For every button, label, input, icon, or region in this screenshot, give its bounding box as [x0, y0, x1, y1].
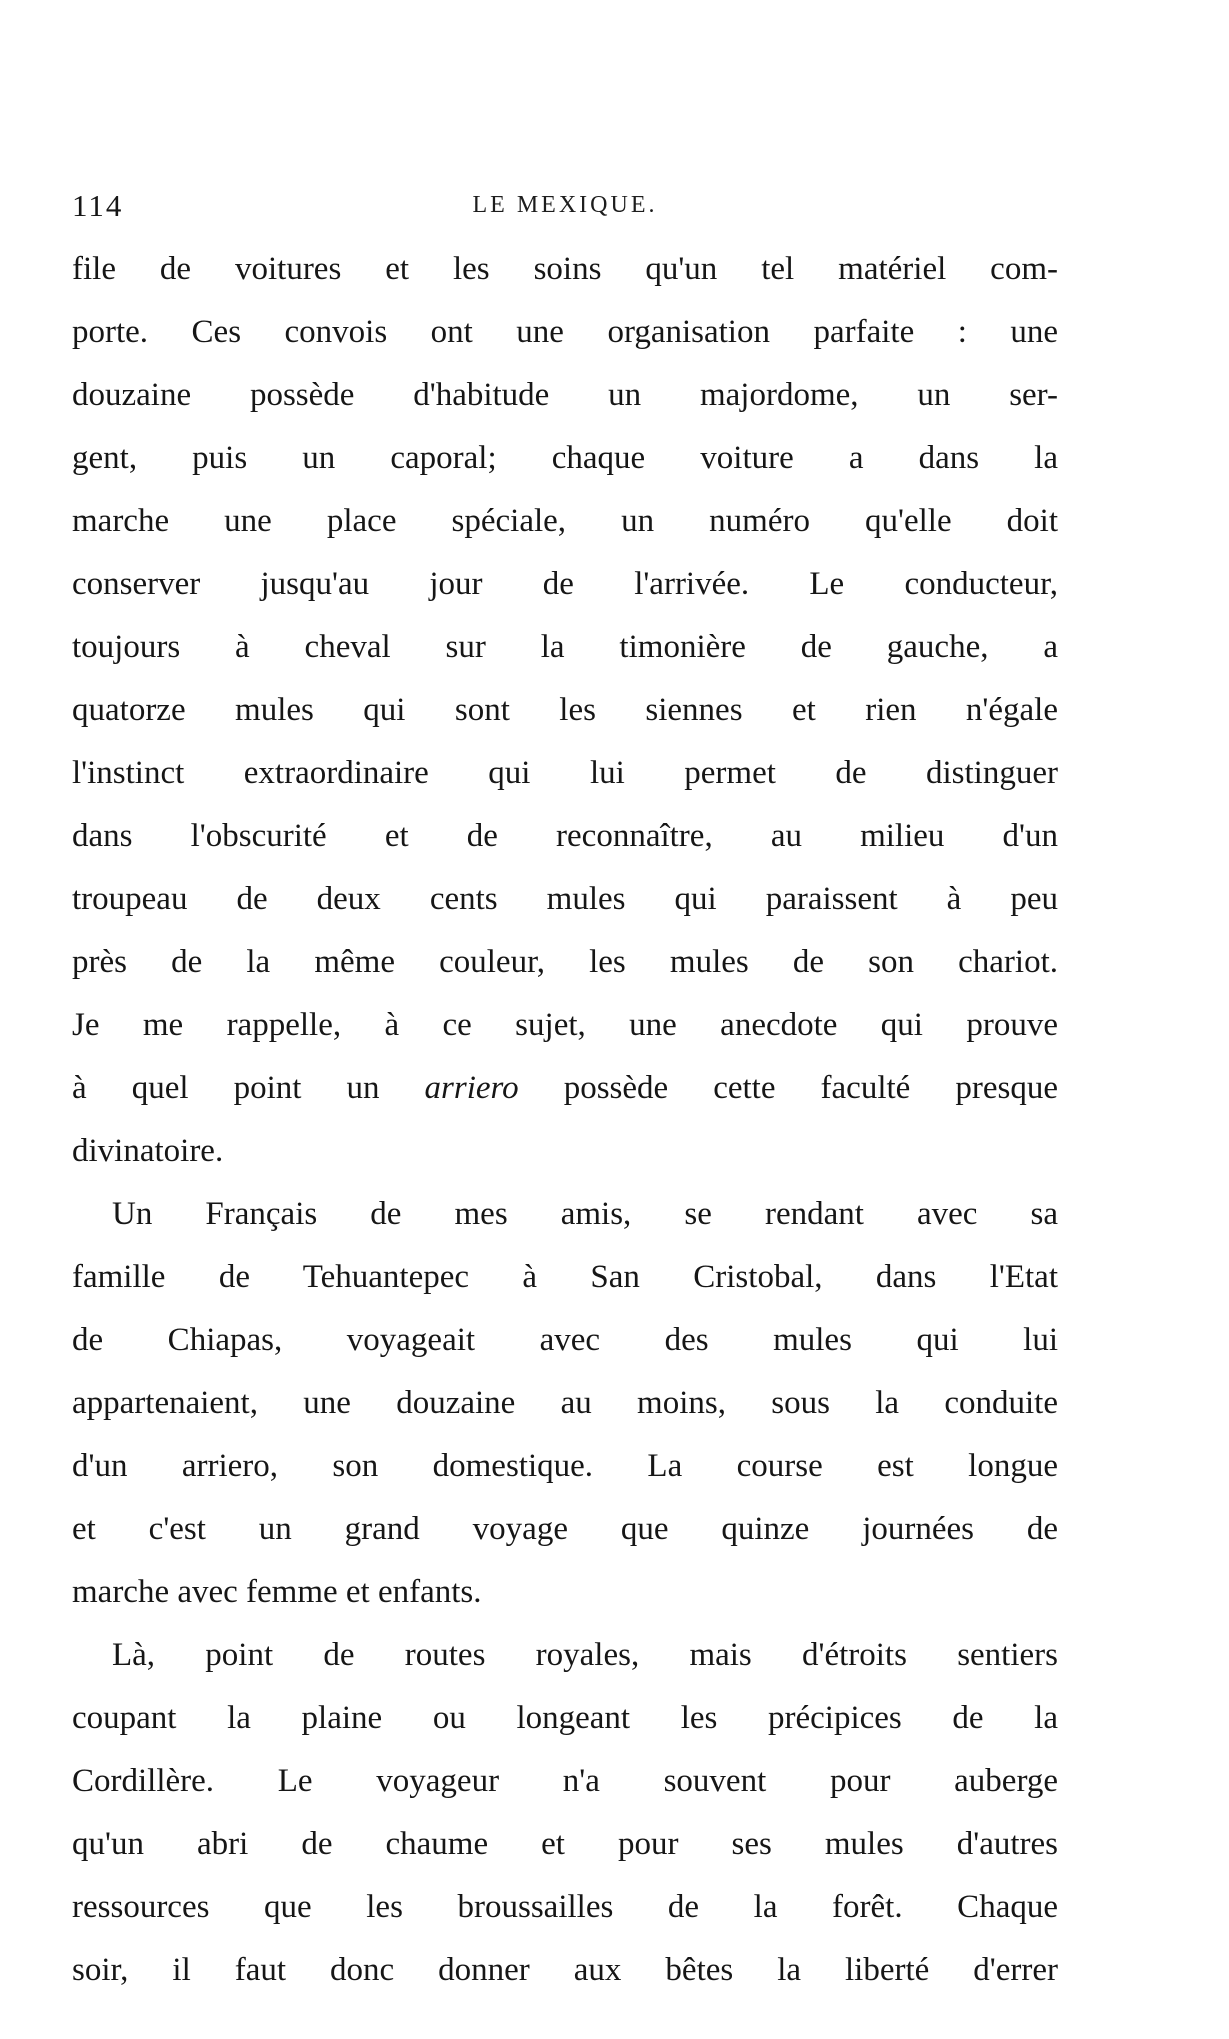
text-line: l'instinct extraordinaire qui lui permet de distinguer	[72, 755, 1058, 791]
text-line: porte. Ces convois ont une organisation parfaite : une	[72, 314, 1058, 350]
text-line: marche avec femme et enfants.	[72, 1574, 482, 1610]
page-body	[72, 238, 1058, 2002]
text-line: soir, il faut donc donner aux bêtes la liberté d'errer	[72, 1952, 1058, 1988]
text-line: douzaine possède d'habitude un majordome, un ser-	[72, 377, 1058, 413]
paragraph	[72, 1624, 1058, 2002]
text-line: appartenaient, une douzaine au moins, sous la conduite	[72, 1385, 1058, 1421]
text-line: file de voitures et les soins qu'un tel matériel com-	[72, 251, 1058, 287]
text-line: toujours à cheval sur la timonière de gauche, a	[72, 629, 1058, 665]
text-line: troupeau de deux cents mules qui paraissent à peu	[72, 881, 1058, 917]
italic-term: arriero	[424, 1070, 519, 1106]
text-line: près de la même couleur, les mules de son chariot.	[72, 944, 1058, 980]
text-line: de Chiapas, voyageait avec des mules qui lui	[72, 1322, 1058, 1358]
text-line: conserver jusqu'au jour de l'arrivée. Le conducteur,	[72, 566, 1058, 602]
text-line: ressources que les broussailles de la forêt. Chaque	[72, 1889, 1058, 1925]
text-line: et c'est un grand voyage que quinze journées de	[72, 1511, 1058, 1547]
text-line: Là, point de routes royales, mais d'étroits sentiers	[112, 1637, 1058, 1673]
text-line: Cordillère. Le voyageur n'a souvent pour auberge	[72, 1763, 1058, 1799]
page-number: 114	[72, 188, 124, 223]
paragraph	[72, 1183, 1058, 1624]
text-line: dans l'obscurité et de reconnaître, au milieu d'un	[72, 818, 1058, 854]
text-line: Je me rappelle, à ce sujet, une anecdote qui prouve	[72, 1007, 1058, 1043]
text-line: à quel point un arriero possède cette faculté presque	[72, 1070, 1058, 1106]
paragraph	[72, 238, 1058, 1183]
page-header	[72, 188, 1058, 228]
text-line: quatorze mules qui sont les siennes et rien n'égale	[72, 692, 1058, 728]
text-line: famille de Tehuantepec à San Cristobal, dans l'Etat	[72, 1259, 1058, 1295]
text-line: gent, puis un caporal; chaque voiture a dans la	[72, 440, 1058, 476]
text-line: coupant la plaine ou longeant les précipices de la	[72, 1700, 1058, 1736]
text-line: marche une place spéciale, un numéro qu'elle doit	[72, 503, 1058, 539]
text-line: d'un arriero, son domestique. La course est longue	[72, 1448, 1058, 1484]
running-title: LE MEXIQUE.	[472, 192, 658, 218]
text-line: qu'un abri de chaume et pour ses mules d'autres	[72, 1826, 1058, 1862]
text-line: divinatoire.	[72, 1133, 224, 1169]
text-line: Un Français de mes amis, se rendant avec sa	[112, 1196, 1058, 1232]
